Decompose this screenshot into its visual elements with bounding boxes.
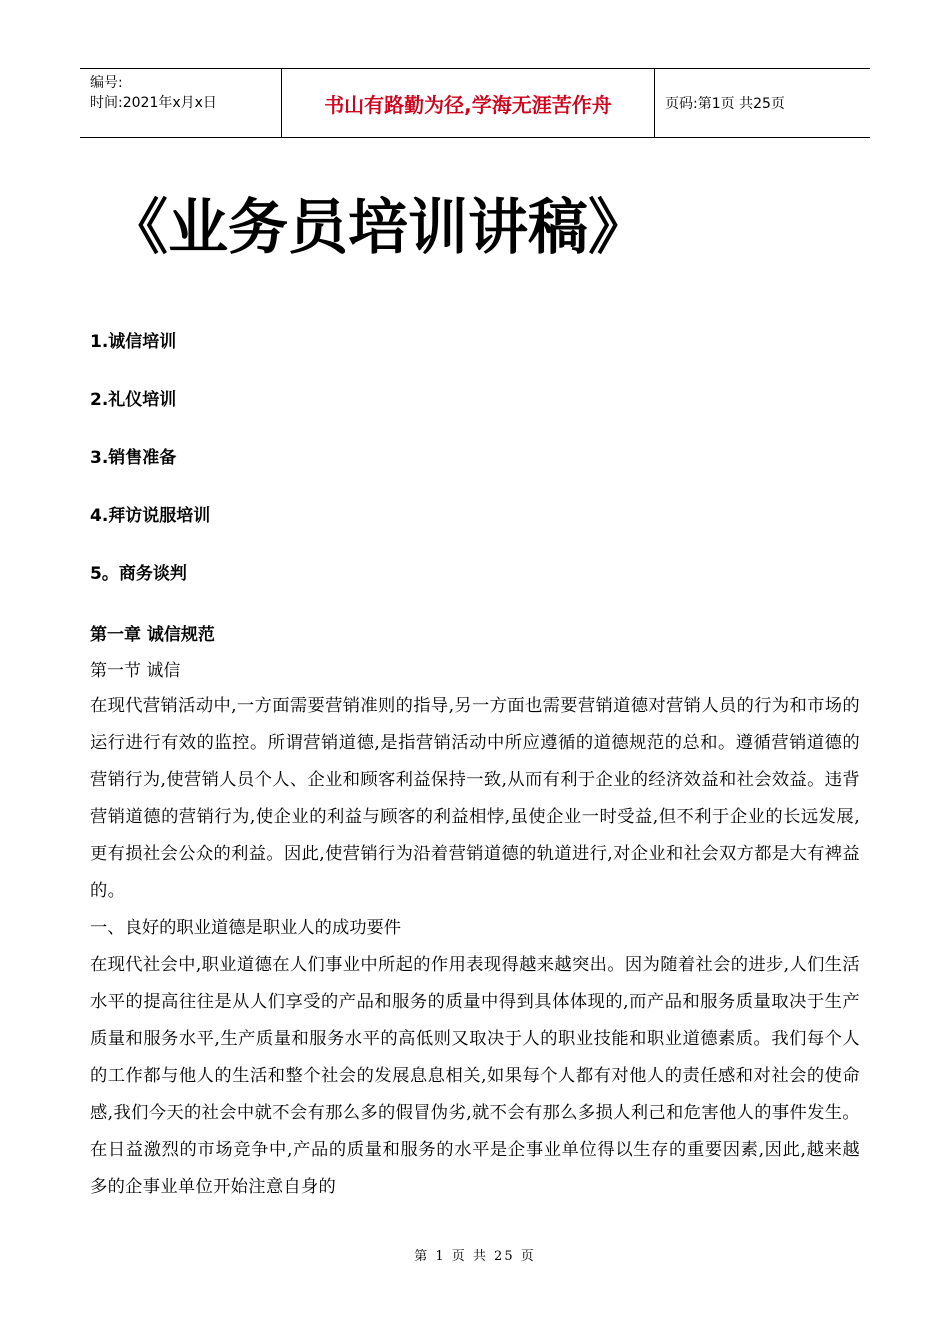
toc-item: 5。商务谈判: [90, 564, 187, 584]
page-footer: 第 1 页 共 25 页: [414, 1249, 536, 1264]
header-page-info: 页码:第1页 共25页: [665, 96, 785, 112]
table-of-contents: [90, 330, 210, 620]
toc-item: 4.拜访说服培训: [90, 506, 211, 526]
section-heading: 第一节 诚信: [90, 661, 181, 681]
header-motto: 书山有路勤为径,学海无涯苦作舟: [281, 69, 655, 137]
date-label: 时间:2021年x月x日: [90, 95, 217, 111]
header-meta: [80, 69, 281, 137]
toc-item: 1.诚信培训: [90, 332, 177, 352]
document-title: 《业务员培训讲稿》: [108, 193, 648, 263]
paragraph: 在现代营销活动中,一方面需要营销准则的指导,另一方面也需要营销道德对营销人员的行为和市场的运行进行有效的监控。所谓营销道德,是指营销活动中所应遵循的道德规范的总和。遵循营销道德的营销行为,使营销人员个人、企业和顾客利益保持一致,从而有利于企业的经济效益和社会效益。违背营销道德的营销行为,使企业的利益与顾客的利益相悖,虽使企业一时受益,但不利于企业的长远发展,更有损社会公众的利益。因此,使营销行为沿着营销道德的轨道进行,对企业和社会双方都是大有裨益的。: [90, 696, 860, 901]
toc-item: 2.礼仪培训: [90, 390, 177, 410]
number-label: 编号:: [90, 75, 123, 91]
body-text: [90, 688, 860, 1206]
paragraph: 在现代社会中,职业道德在人们事业中所起的作用表现得越来越突出。因为随着社会的进步,人们生活水平的提高往往是从人们享受的产品和服务的质量中得到具体体现的,而产品和服务质量取决于生产质量和服务水平,生产质量和服务水平的高低则又取决于人的职业技能和职业道德素质。我们每个人的工作都与他人的生活和整个社会的发展息息相关,如果每个人都有对他人的责任感和对社会的使命感,我们今天的社会中就不会有那么多的假冒伪劣,就不会有那么多损人利己和危害他人的事件发生。在日益激烈的市场竞争中,产品的质量和服务的水平是企事业单位得以生存的重要因素,因此,越来越多的企事业单位开始注意自身的: [90, 955, 860, 1197]
chapter-heading: 第一章 诚信规范: [90, 625, 215, 645]
subheading: 一、良好的职业道德是职业人的成功要件: [90, 918, 402, 938]
header-table: [80, 68, 870, 138]
toc-item: 3.销售准备: [90, 448, 177, 468]
